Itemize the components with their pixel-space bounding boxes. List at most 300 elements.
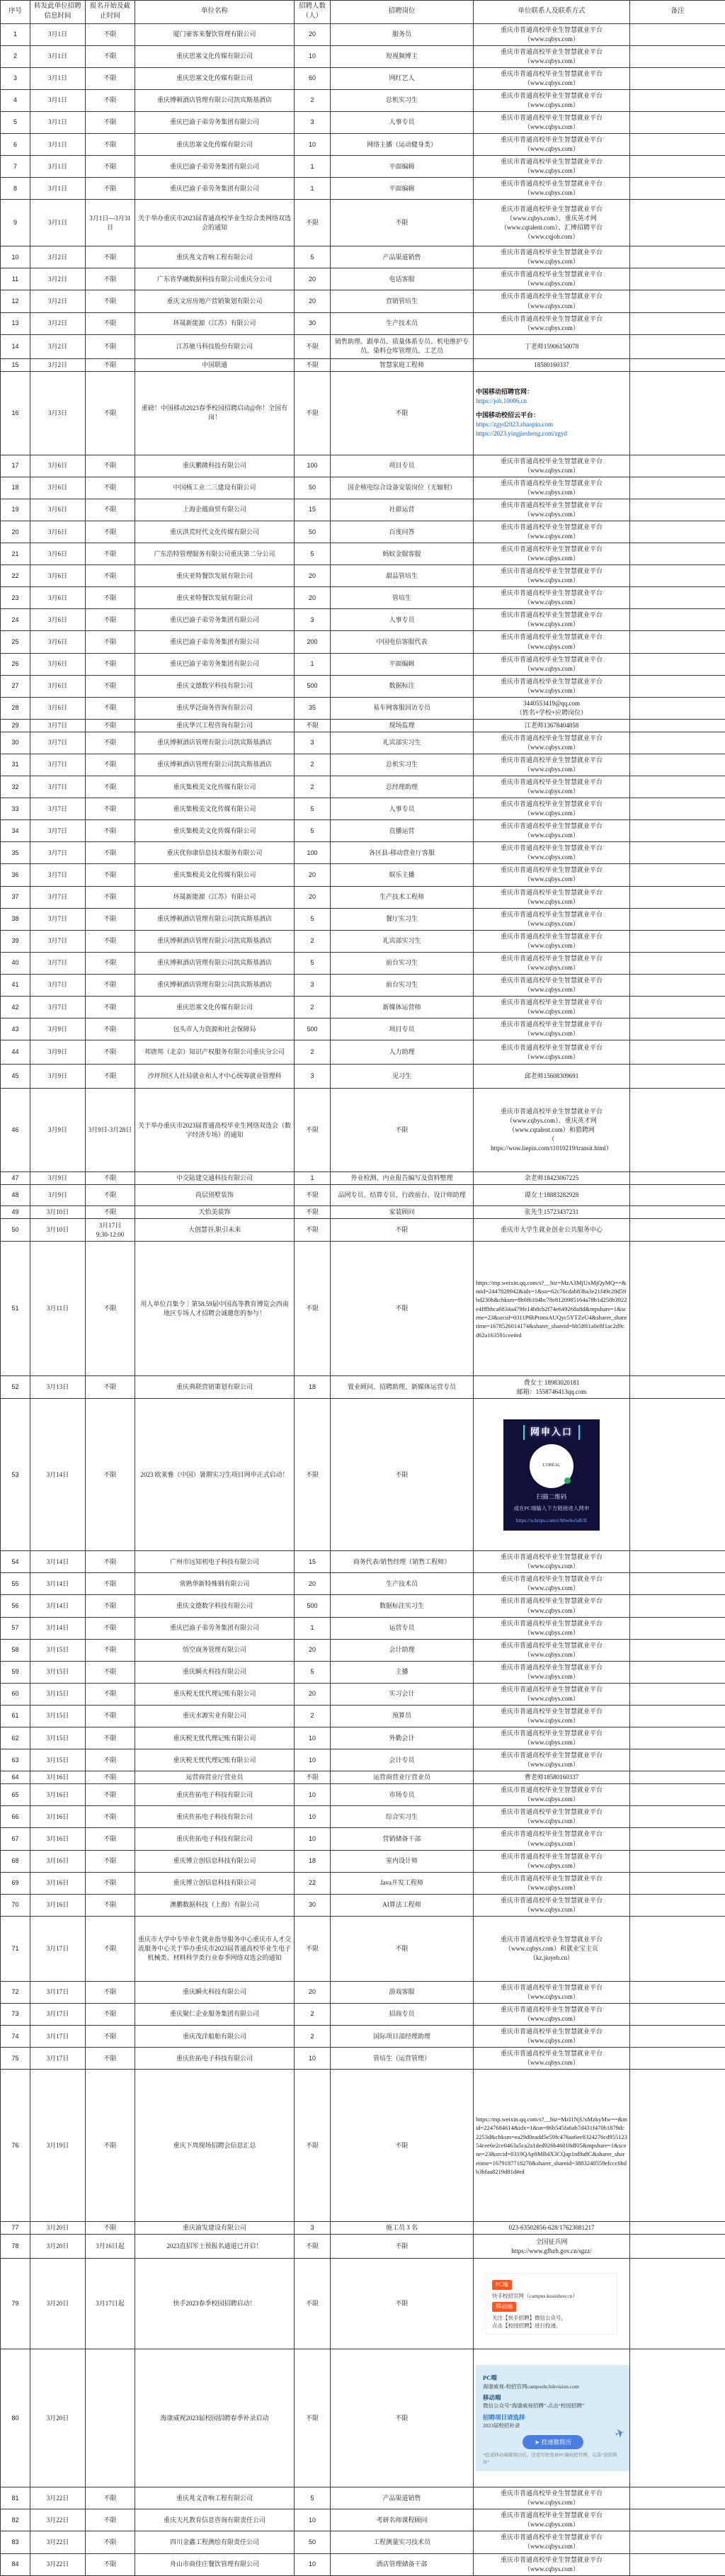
cell-position: 游戏客服 xyxy=(331,1981,474,2003)
cell-seq: 18 xyxy=(1,477,30,499)
mobile-label: 移动端 xyxy=(483,2393,623,2402)
contact-url[interactable]: （www.cqbys.com） xyxy=(476,642,627,652)
cell-seq: 20 xyxy=(1,521,30,543)
cell-position: 管培生 xyxy=(331,587,474,609)
submit-resume-button[interactable]: ➤ 投递微简历 xyxy=(523,2435,583,2449)
cell-company-name: 重庆巴渝子弟劳务集团有限公司 xyxy=(135,609,295,631)
contact-url[interactable]: （www.cqtalent.com）、汇博招聘平台 xyxy=(476,223,627,232)
cell-remark xyxy=(630,1727,725,1749)
cell-seq: 16 xyxy=(1,371,30,455)
contact-text: 重庆市普通高校毕业生智慧就业平台 xyxy=(476,2489,627,2498)
contact-text: 重庆市普通高校毕业生智慧就业平台 xyxy=(476,1641,627,1650)
cell-signup-period: 3月17日起 xyxy=(86,2259,135,2349)
cell-seq: 37 xyxy=(1,886,30,908)
cell-remark xyxy=(630,371,725,455)
contact-text: 重庆市普通高校毕业生智慧就业平台 xyxy=(476,734,627,743)
contact-link[interactable]: https://job.10086.cn xyxy=(476,397,627,406)
table-row xyxy=(1,2487,725,2509)
contact-url[interactable]: （www.cqbys.com） xyxy=(476,1584,627,1593)
cell-remark xyxy=(630,67,725,89)
cell-forward-date: 3月20日 xyxy=(30,2259,86,2349)
cell-position: 酒店管理储备干部 xyxy=(331,2553,474,2575)
cell-remark xyxy=(630,2222,725,2235)
col-position: 招聘岗位 xyxy=(331,1,474,24)
contact-url[interactable]: （www.cqbys.com） xyxy=(476,1606,627,1616)
cell-seq: 68 xyxy=(1,1850,30,1872)
cell-seq: 8 xyxy=(1,178,30,200)
cell-forward-date: 3月13日 xyxy=(30,1376,86,1399)
contact-text: 重庆市普通高校毕业生智慧就业平台 xyxy=(476,2005,627,2014)
contact-url[interactable]: （www.cqbys.com） xyxy=(476,664,627,674)
cell-contact xyxy=(474,1749,630,1771)
contact-url[interactable]: （www.cqbys.com） xyxy=(476,532,627,541)
contact-url[interactable]: （www.cqbys.com） xyxy=(476,302,627,311)
cell-seq: 30 xyxy=(1,732,30,754)
cell-headcount: 5 xyxy=(295,952,331,974)
contact-text: 重庆市普通高校毕业生智慧就业平台 xyxy=(476,932,627,941)
cell-position: 项目专员 xyxy=(331,1019,474,1040)
cell-contact xyxy=(474,455,630,477)
cell-contact xyxy=(474,2531,630,2553)
cell-forward-date: 3月15日 xyxy=(30,1639,86,1661)
cell-company-name: 中国核工业二三建设有限公司 xyxy=(135,477,295,499)
cell-forward-date: 3月15日 xyxy=(30,1727,86,1749)
cell-position: 商务代表/销售经理（销售工程师） xyxy=(331,1551,474,1573)
cell-position: Java开发工程师 xyxy=(331,1872,474,1894)
cell-seq: 43 xyxy=(1,1019,30,1040)
cell-company-name: 2023直招军士预报名通道已开启！ xyxy=(135,2235,295,2259)
contact-long-url[interactable]: https://mp.weixin.qq.com/s?__biz=MzI1NjUxMzkyMw==&mid=2247684614&idx=1&sn=86b545fa6ab7d431f470b1879dc2253d&chksm=ea29d0eadd5e59fc476aa6ee8324276cd95512354cee6e2ce0463a5ca2a1ded926b46018df05&mpshare=1&scene=23&srcid=0319QAp9MB4X3CQap1nf8u8C&sharer_sharetime=1679187718270&sharer_shareid=3883240559efccc6bdb3bfaa8219d81d#rd xyxy=(476,2115,627,2176)
cell-signup-period: 不限 xyxy=(86,477,135,499)
cell-signup-period: 不限 xyxy=(86,930,135,952)
contact-text: 重庆市普通高校毕业生智慧就业平台 xyxy=(476,1707,627,1716)
contact-url[interactable]: （www.cqjob.com） xyxy=(476,232,627,242)
cell-contact xyxy=(474,2222,630,2235)
contact-url[interactable]: （www.cqbys.com） xyxy=(476,831,627,840)
cell-position: 招商专员 xyxy=(331,2003,474,2025)
cell-signup-period: 不限 xyxy=(86,842,135,864)
cell-position: 实习会计 xyxy=(331,1683,474,1705)
cell-signup-period: 不限 xyxy=(86,820,135,842)
contact-url[interactable]: （www.cqbys.com） xyxy=(476,2014,627,2024)
cell-forward-date: 3月10日 xyxy=(30,1219,86,1242)
cell-remark xyxy=(630,609,725,631)
contact-url[interactable]: （www.cqbys.com）、重庆英才网 xyxy=(476,1116,627,1125)
contact-url[interactable]: （www.cqtalent.com）和猎聘网 xyxy=(476,1125,627,1135)
pc-site-text[interactable]: 海康威视-校招官网campushr.hikvision.com xyxy=(483,2383,623,2390)
cell-signup-period: 不限 xyxy=(86,358,135,371)
contact-url[interactable]: （www.cqbys.com） xyxy=(476,897,627,907)
cell-company-name: 重庆博立创信息科技有限公司 xyxy=(135,1872,295,1894)
cell-remark xyxy=(630,246,725,268)
cell-headcount: 3 xyxy=(295,974,331,996)
contact-url[interactable]: （www.cqbys.com） xyxy=(476,324,627,333)
cell-position: 总机实习生 xyxy=(331,754,474,776)
contact-text: 重庆市普通高校毕业生智慧就业平台 xyxy=(476,270,627,279)
cell-seq: 66 xyxy=(1,1806,30,1828)
contact-text: 重庆市普通高校毕业生智慧就业平台 xyxy=(476,1020,627,1029)
table-row xyxy=(1,1019,725,1040)
cell-headcount: 20 xyxy=(295,1573,331,1595)
cell-position: 市场专员 xyxy=(331,1784,474,1806)
table-row xyxy=(1,134,725,156)
cell-position: 甜品管培生 xyxy=(331,565,474,587)
cell-position: 平面编辑 xyxy=(331,178,474,200)
contact-text: 重庆市普通高校毕业生智慧就业平台 xyxy=(476,1829,627,1839)
contact-url[interactable]: （www.cqbys.com） xyxy=(476,875,627,884)
cell-company-name: 四川金鑫工程测绘有限责任公司 xyxy=(135,2531,295,2553)
cell-seq: 73 xyxy=(1,2003,30,2025)
contact-url[interactable]: （www.cqbys.com） xyxy=(476,941,627,951)
cell-signup-period: 不限 xyxy=(86,1683,135,1705)
contact-url[interactable]: （www.cqbys.com） xyxy=(476,1650,627,1659)
contact-url[interactable]: （www.cqbys.com） xyxy=(476,554,627,563)
contact-url[interactable]: （www.cqbys.com） xyxy=(476,466,627,475)
cell-remark xyxy=(630,312,725,334)
cell-forward-date: 3月16日 xyxy=(30,1828,86,1850)
contact-text: 重庆市普通高校毕业生智慧就业平台 xyxy=(476,1663,627,1672)
cell-headcount: 不限 xyxy=(295,1916,331,1981)
cell-contact xyxy=(474,111,630,133)
cell-forward-date: 3月16日 xyxy=(30,1894,86,1916)
cell-remark xyxy=(630,290,725,312)
cell-seq: 47 xyxy=(1,1172,30,1185)
cell-remark xyxy=(630,997,725,1019)
cell-contact xyxy=(474,2487,630,2509)
cell-company-name: 重庆集极美文化传媒有限公司 xyxy=(135,820,295,842)
contact-text: 重庆市普通高校毕业生智慧就业平台 xyxy=(476,1574,627,1584)
cell-forward-date: 3月6日 xyxy=(30,499,86,521)
contact-text: 曹老师18580160337 xyxy=(476,1773,627,1782)
contact-url[interactable]: （www.cqbys.com） xyxy=(476,787,627,796)
cell-headcount: 10 xyxy=(295,2509,331,2531)
contact-text: 重庆市普通高校毕业生智慧就业平台 xyxy=(476,25,627,35)
contact-url[interactable]: （www.cqbys.com） xyxy=(476,1992,627,2002)
table-row xyxy=(1,1683,725,1705)
contact-url[interactable]: （www.cqbys.com） xyxy=(476,188,627,198)
cell-seq: 60 xyxy=(1,1683,30,1705)
cell-company-name: 重庆瞬火科技有限公司 xyxy=(135,1661,295,1683)
contact-url[interactable]: （www.cqbys.com） xyxy=(476,743,627,752)
cell-signup-period: 不限 xyxy=(86,1661,135,1683)
contact-url[interactable]: https://wow.liepin.com/t1010219/transit.html） xyxy=(476,1144,627,1153)
contact-url[interactable]: （www.cqbys.com） xyxy=(476,279,627,288)
contact-url[interactable]: （www.cqbys.com） xyxy=(476,1839,627,1849)
cell-company-name: 重庆典联营销策划有限公司 xyxy=(135,1376,295,1399)
cell-headcount: 不限 xyxy=(295,1219,331,1242)
contact-text: 重庆市普通高校毕业生智慧就业平台 xyxy=(476,1808,627,1817)
cell-company-name: 关于举办重庆市2023届普通高校毕业生综合类网络双选会的通知 xyxy=(135,200,295,246)
cell-seq: 80 xyxy=(1,2349,30,2487)
cell-seq: 3 xyxy=(1,67,30,89)
cell-seq: 55 xyxy=(1,1573,30,1595)
cell-headcount: 20 xyxy=(295,886,331,908)
table-row xyxy=(1,45,725,67)
cell-headcount: 2 xyxy=(295,89,331,111)
contact-link[interactable]: https://zgyd2023.zhaopin.com xyxy=(476,420,627,429)
contact-url[interactable]: （www.cqbys.com） xyxy=(476,2542,627,2551)
contact-url[interactable]: （www.cqbys.com） xyxy=(476,1795,627,1804)
cell-position: 各区县-移动营业厅客服 xyxy=(331,842,474,864)
table-row xyxy=(1,1399,725,1551)
contact-text: 重庆市普通高校毕业生智慧就业平台 xyxy=(476,2049,627,2058)
cell-contact xyxy=(474,543,630,565)
cell-headcount: 1 xyxy=(295,1617,331,1639)
contact-url[interactable]: （www.cqbys.com） xyxy=(476,488,627,497)
table-row xyxy=(1,312,725,334)
table-row xyxy=(1,543,725,565)
cell-position: 品网专员、结算专员、行政前台、设计师助理 xyxy=(331,1185,474,1206)
contact-url[interactable]: （www.cqbys.com） xyxy=(476,1861,627,1871)
table-row xyxy=(1,1185,725,1206)
cell-signup-period: 不限 xyxy=(86,719,135,732)
contact-url[interactable]: （www.cqbys.com） xyxy=(476,35,627,44)
cell-forward-date: 3月20日 xyxy=(30,2222,86,2235)
cell-remark xyxy=(630,1172,725,1185)
cell-signup-period: 不限 xyxy=(86,89,135,111)
cell-headcount: 不限 xyxy=(295,1771,331,1784)
cell-forward-date: 3月17日 xyxy=(30,1981,86,2003)
contact-url[interactable]: （www.cqbys.com） xyxy=(476,1817,627,1826)
cell-contact xyxy=(474,565,630,587)
kuaishou-apply-card xyxy=(486,2273,617,2334)
cell-remark xyxy=(630,1683,725,1705)
cell-remark xyxy=(630,89,725,111)
cell-forward-date: 3月14日 xyxy=(30,1399,86,1551)
cell-company-name: 重庆巴渝子弟劳务集团有限公司 xyxy=(135,653,295,675)
contact-url[interactable]: （www.cqbys.com） xyxy=(476,1562,627,1571)
cell-forward-date: 3月7日 xyxy=(30,732,86,754)
cell-headcount: 10 xyxy=(295,134,331,156)
contact-url[interactable]: （www.cqbys.com） xyxy=(476,765,627,774)
contact-text: 重庆市普通高校毕业生智慧就业平台 xyxy=(476,314,627,324)
cell-signup-period: 不限 xyxy=(86,2003,135,2025)
cell-forward-date: 3月7日 xyxy=(30,842,86,864)
contact-url[interactable]: （www.cqbys.com） xyxy=(476,686,627,696)
col-company: 单位名称 xyxy=(135,1,295,24)
cell-signup-period: 不限 xyxy=(86,886,135,908)
contact-url[interactable]: （www.cqbys.com） xyxy=(476,1738,627,1747)
table-row xyxy=(1,268,725,290)
table-row xyxy=(1,697,725,719)
cell-headcount: 30 xyxy=(295,312,331,334)
cell-headcount: 2 xyxy=(295,2003,331,2025)
contact-url[interactable]: （www.cqbys.com） xyxy=(476,1883,627,1893)
cell-position: 百度问答 xyxy=(331,521,474,543)
cell-signup-period: 不限 xyxy=(86,2509,135,2531)
contact-url[interactable]: （www.cqbys.com） xyxy=(476,1672,627,1681)
contact-url[interactable]: （www.cqbys.com） xyxy=(476,620,627,629)
cell-company-name: 重庆巴渝子弟劳务集团有限公司 xyxy=(135,156,295,178)
contact-url[interactable]: （www.cqbys.com） xyxy=(476,166,627,176)
contact-url[interactable]: （www.cqbys.com） xyxy=(476,1052,627,1062)
contact-text: 重庆市普通高校毕业生智慧就业平台 xyxy=(476,611,627,620)
cell-company-name: 用人单位召集令｜第58.59届中国高等教育博览会西南地区专场人才招聘会诚邀您的参与！ xyxy=(135,1242,295,1376)
cell-remark xyxy=(630,631,725,653)
col-remark: 备注 xyxy=(630,1,725,24)
cell-headcount: 1 xyxy=(295,156,331,178)
cell-signup-period: 不限 xyxy=(86,754,135,776)
cell-headcount: 20 xyxy=(295,864,331,886)
cell-headcount: 20 xyxy=(295,290,331,312)
contact-url[interactable]: （www.cqbys.com） xyxy=(476,1905,627,1914)
contact-text: 费女士 18983020181 xyxy=(476,1378,627,1388)
cell-signup-period: 不限 xyxy=(86,1172,135,1185)
cell-headcount: 2 xyxy=(295,930,331,952)
cell-company-name: 重庆聚仁企业服务集团有限公司 xyxy=(135,2003,295,2025)
cell-seq: 40 xyxy=(1,952,30,974)
contact-url[interactable]: （www.cqbys.com） xyxy=(476,2058,627,2067)
cell-position: 新媒体运营师 xyxy=(331,997,474,1019)
cell-forward-date: 3月22日 xyxy=(30,2509,86,2531)
contact-url[interactable]: （www.cqbys.com） xyxy=(476,1694,627,1703)
contact-text: 丁老师15906150078 xyxy=(476,342,627,351)
cell-contact xyxy=(474,200,630,246)
contact-url[interactable]: https://www.gfbzb.gov.cn/sgzz/ xyxy=(476,2247,627,2256)
contact-url[interactable]: （www.cqbys.com） xyxy=(476,1760,627,1769)
cell-seq: 12 xyxy=(1,290,30,312)
cell-signup-period: 不限 xyxy=(86,455,135,477)
cell-forward-date: 3月6日 xyxy=(30,477,86,499)
cell-signup-period: 不限 xyxy=(86,2531,135,2553)
cell-company-name: 2023 欧莱雅（中国）暑期实习生项目网申正式启动！ xyxy=(135,1399,295,1551)
cell-signup-period: 不限 xyxy=(86,246,135,268)
cell-contact xyxy=(474,2235,630,2259)
contact-url[interactable]: （www.cqbys.com） xyxy=(476,809,627,818)
cell-remark xyxy=(630,908,725,930)
project-select-value[interactable]: 2023届校招补录 xyxy=(483,2422,623,2429)
table-row xyxy=(1,2235,725,2259)
cell-contact xyxy=(474,732,630,754)
cell-seq: 32 xyxy=(1,776,30,798)
cell-position: 生产技术员 xyxy=(331,1573,474,1595)
contact-url[interactable]: （www.cqbys.com） xyxy=(476,985,627,994)
cell-signup-period: 不限 xyxy=(86,609,135,631)
cell-seq: 13 xyxy=(1,312,30,334)
contact-url[interactable]: （www.cqbys.com）、重庆英才网 xyxy=(476,214,627,223)
cell-signup-period: 不限 xyxy=(86,2222,135,2235)
cell-contact xyxy=(474,521,630,543)
cell-seq: 26 xyxy=(1,653,30,675)
cell-contact xyxy=(474,1573,630,1595)
cell-position: 数据标注实习生 xyxy=(331,1595,474,1617)
cell-forward-date: 3月6日 xyxy=(30,631,86,653)
contact-url[interactable]: （www.cqbys.com） xyxy=(476,79,627,88)
cell-contact xyxy=(474,2349,630,2487)
contact-url[interactable]: （www.cqbys.com）和就业宝主页 xyxy=(476,1944,627,1953)
cell-forward-date: 3月1日 xyxy=(30,23,86,45)
cell-company-name: 重庆思塞文化传媒有限公司 xyxy=(135,997,295,1019)
contact-url[interactable]: （www.cqbys.com） xyxy=(476,144,627,154)
cell-forward-date: 3月6日 xyxy=(30,653,86,675)
cell-position: 生产技术员 xyxy=(331,312,474,334)
cell-headcount: 10 xyxy=(295,1828,331,1850)
contact-url[interactable]: （www.cqbys.com） xyxy=(476,1007,627,1016)
cell-company-name: 环晟新能源（江苏）有限公司 xyxy=(135,312,295,334)
contact-text: 重庆市普通高校毕业生智慧就业平台 xyxy=(476,976,627,985)
cell-company-name: 重庆集极美文化传媒有限公司 xyxy=(135,864,295,886)
cell-headcount: 5 xyxy=(295,820,331,842)
contact-url[interactable]: （www.cqbys.com） xyxy=(476,598,627,607)
cell-headcount: 10 xyxy=(295,1784,331,1806)
cell-forward-date: 3月15日 xyxy=(30,1683,86,1705)
cell-forward-date: 3月11日 xyxy=(30,1242,86,1376)
contact-long-url[interactable]: https://mp.weixin.qq.com/s?__biz=MzA3MjUxMjQyMQ==&mid=2447828942&idx=1&sn=62c76cdab83ba3e21f49c20d59bd230b&chksm=8b0f6104bc78e8120985164a78b1d258b3922e4fffbbca6834a479fe14b8cb2f74e649268a8d&mpshare=1&scene=23&srcid=0311P6hPtimsAUQyc5YTZeU4&sharer_sharetime=1678526014174&sharer_shareid=bb5ff61a0e8f1ac2d9cd62a163591cee#rd xyxy=(476,1278,627,1339)
cell-forward-date: 3月2日 xyxy=(30,358,86,371)
cell-position: 生产技术工程师 xyxy=(331,886,474,908)
cell-remark xyxy=(630,1617,725,1639)
cell-headcount: 10 xyxy=(295,2553,331,2575)
cell-position: 不限 xyxy=(331,2235,474,2259)
cell-forward-date: 3月16日 xyxy=(30,1850,86,1872)
contact-url[interactable]: （www.cqbys.com） xyxy=(476,1029,627,1038)
contact-text: 重庆市普通高校毕业生智慧就业平台 xyxy=(476,844,627,853)
cell-position: 前台实习生 xyxy=(331,974,474,996)
contact-url[interactable]: （www.cqbys.com） xyxy=(476,2036,627,2046)
cell-signup-period: 不限 xyxy=(86,1399,135,1551)
table-row xyxy=(1,1806,725,1828)
cell-headcount: 50 xyxy=(295,477,331,499)
cell-position: 外业检测、内业报告编写及资料整理 xyxy=(331,1172,474,1185)
contact-url[interactable]: （www.cqbys.com） xyxy=(476,2520,627,2529)
contact-url[interactable]: （www.cqbys.com） xyxy=(476,2565,627,2574)
cell-position: 电话客服 xyxy=(331,268,474,290)
contact-link[interactable]: https://2023.yingjiesheng.com/zgyd xyxy=(476,429,627,438)
cell-forward-date: 3月7日 xyxy=(30,886,86,908)
cell-forward-date: 3月7日 xyxy=(30,754,86,776)
contact-url[interactable]: （www.cqbys.com） xyxy=(476,919,627,929)
cell-headcount: 1 xyxy=(295,653,331,675)
cell-forward-date: 3月2日 xyxy=(30,290,86,312)
cell-signup-period: 3月16日起 xyxy=(86,2235,135,2259)
contact-url[interactable]: （www.cqbys.com） xyxy=(476,1716,627,1725)
cell-company-name: 重庆博顿酒店管理有限公司凯宾斯基酒店 xyxy=(135,930,295,952)
contact-url[interactable]: （www.cqbys.com） xyxy=(476,2498,627,2507)
contact-text: 重庆市普通高校毕业生智慧就业平台 xyxy=(476,677,627,686)
table-row xyxy=(1,732,725,754)
table-row xyxy=(1,23,725,45)
table-row xyxy=(1,1242,725,1376)
contact-url[interactable]: （www.cqbys.com） xyxy=(476,576,627,585)
contact-url[interactable]: （www.cqbys.com） xyxy=(476,853,627,862)
contact-url[interactable]: （www.cqbys.com） xyxy=(476,510,627,519)
table-row xyxy=(1,930,725,952)
cell-seq: 15 xyxy=(1,358,30,371)
cell-remark xyxy=(630,1040,725,1065)
cell-position: 外勤会计 xyxy=(331,1727,474,1749)
contact-url[interactable]: （www.cqbys.com） xyxy=(476,57,627,66)
table-row xyxy=(1,334,725,358)
cell-remark xyxy=(630,1639,725,1661)
cell-position: 见习生 xyxy=(331,1065,474,1089)
cell-forward-date: 3月22日 xyxy=(30,2487,86,2509)
cell-seq: 76 xyxy=(1,2070,30,2222)
cell-company-name: 邦唐邦（北京）知识产权服务有限公司重庆分公司 xyxy=(135,1040,295,1065)
pc-site-text[interactable]: 快手校招官网（campus.kuaishou.cn） xyxy=(492,2292,611,2300)
contact-url[interactable]: （www.cqbys.com） xyxy=(476,1628,627,1638)
cell-headcount: 22 xyxy=(295,1872,331,1894)
cell-company-name: 中国联通 xyxy=(135,358,295,371)
contact-url[interactable]: （www.cqbys.com） xyxy=(476,101,627,110)
apply-url[interactable]: https://u.hrtps.com/r/bhwbo5dUE xyxy=(516,1517,588,1525)
contact-url[interactable]: （www.cqbys.com） xyxy=(476,963,627,972)
cell-remark xyxy=(630,1981,725,2003)
cell-position: 不限 xyxy=(331,2349,474,2487)
cell-signup-period: 3月1日—3月31日 xyxy=(86,200,135,246)
contact-url[interactable]: （www.cqbys.com） xyxy=(476,123,627,132)
cell-contact xyxy=(474,1828,630,1850)
contact-url[interactable]: （www.cqbys.com） xyxy=(476,257,627,266)
